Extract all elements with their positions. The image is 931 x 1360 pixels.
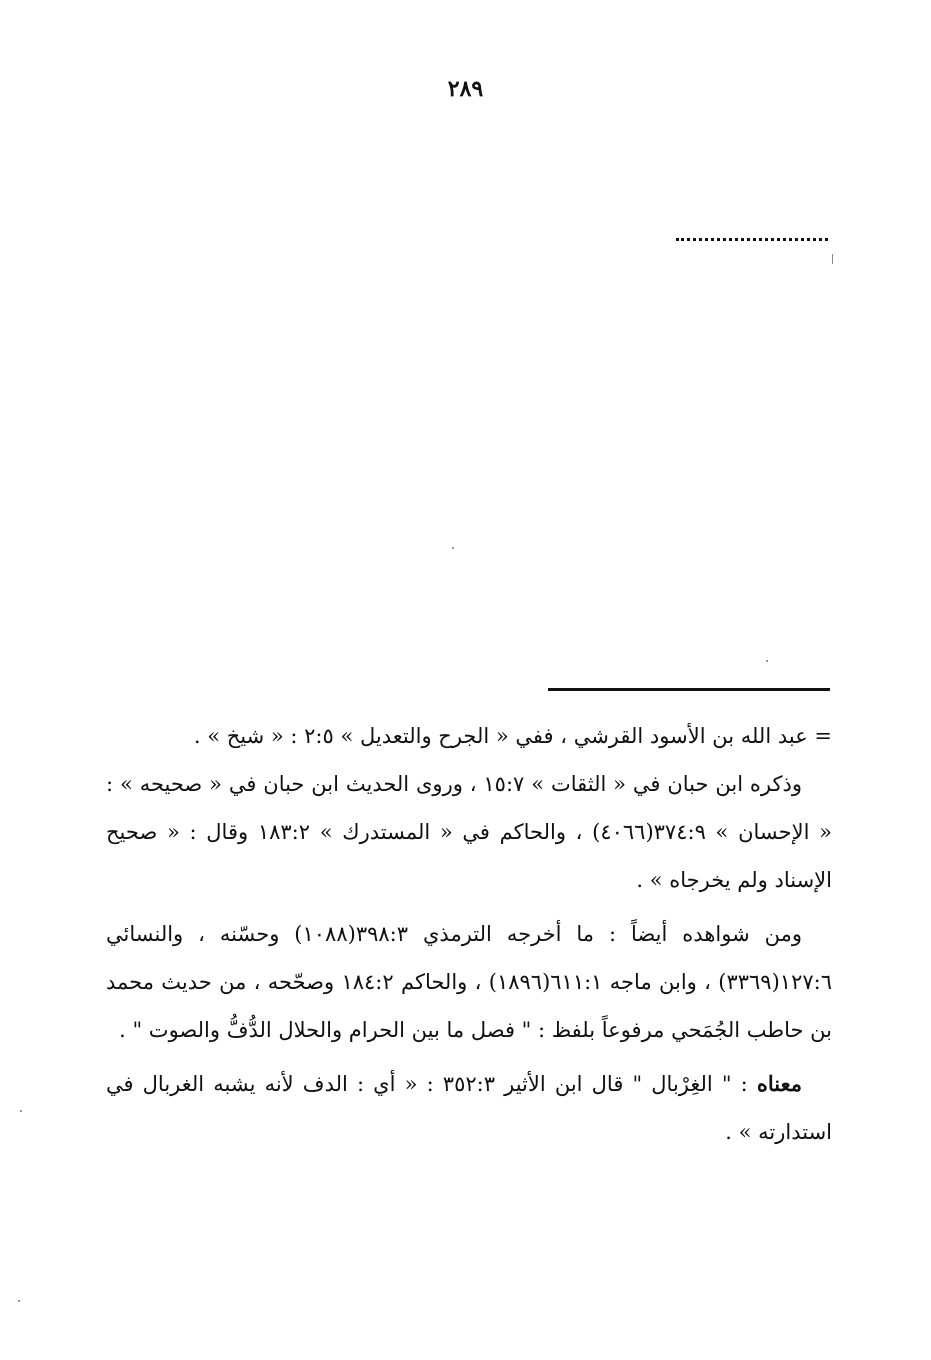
scan-speck <box>452 547 454 549</box>
scan-speck <box>20 1110 22 1112</box>
footnote-paragraph-meaning <box>106 1060 832 1156</box>
dotted-leader <box>676 226 828 241</box>
footnotes-block <box>106 712 832 1156</box>
margin-tick <box>832 254 833 264</box>
scan-speck <box>766 660 768 662</box>
footnote-separator <box>548 688 830 691</box>
footnote-continuation: = عبد الله بن الأسود القرشي ، ففي « الجرح والتعديل » ٢:٥ : « شيخ » . <box>193 724 832 748</box>
scan-speck <box>18 1300 20 1302</box>
footnote-paragraph-shawahid: ومن شواهده أيضاً : ما أخرجه الترمذي ٣٩٨:٣(١٠٨٨) وحسّنه ، والنسائي ١٢٧:٦(٣٣٦٩) ، وابن ماجه ٦١١:١(١٨٩٦) ، والحاكم ١٨٤:٢ وصحّحه ، من حديث محمد بن حاطب الجُمَحي مرفوعاً بلفظ : " فصل ما بين الحرام والحلال الدُّفُّ والصوت " . <box>106 922 832 1042</box>
meaning-term: معناه <box>756 1071 803 1096</box>
footnote-paragraph-ibn-hibban: وذكره ابن حبان في « الثقات » ١٥:٧ ، وروى الحديث ابن حبان في « صحيحه » : « الإحسان » ٣٧٤:٩(٤٠٦٦) ، والحاكم في « المستدرك » ١٨٣:٢ وقال : « صحيح الإسناد ولم يخرجاه » . <box>106 772 832 892</box>
meaning-text: : " الغِرْبال " قال ابن الأثير ٣٥٢:٣ : « أي : الدف لأنه يشبه الغربال في استدارته » . <box>106 1072 832 1144</box>
page-number: ٢٨٩ <box>447 76 484 102</box>
